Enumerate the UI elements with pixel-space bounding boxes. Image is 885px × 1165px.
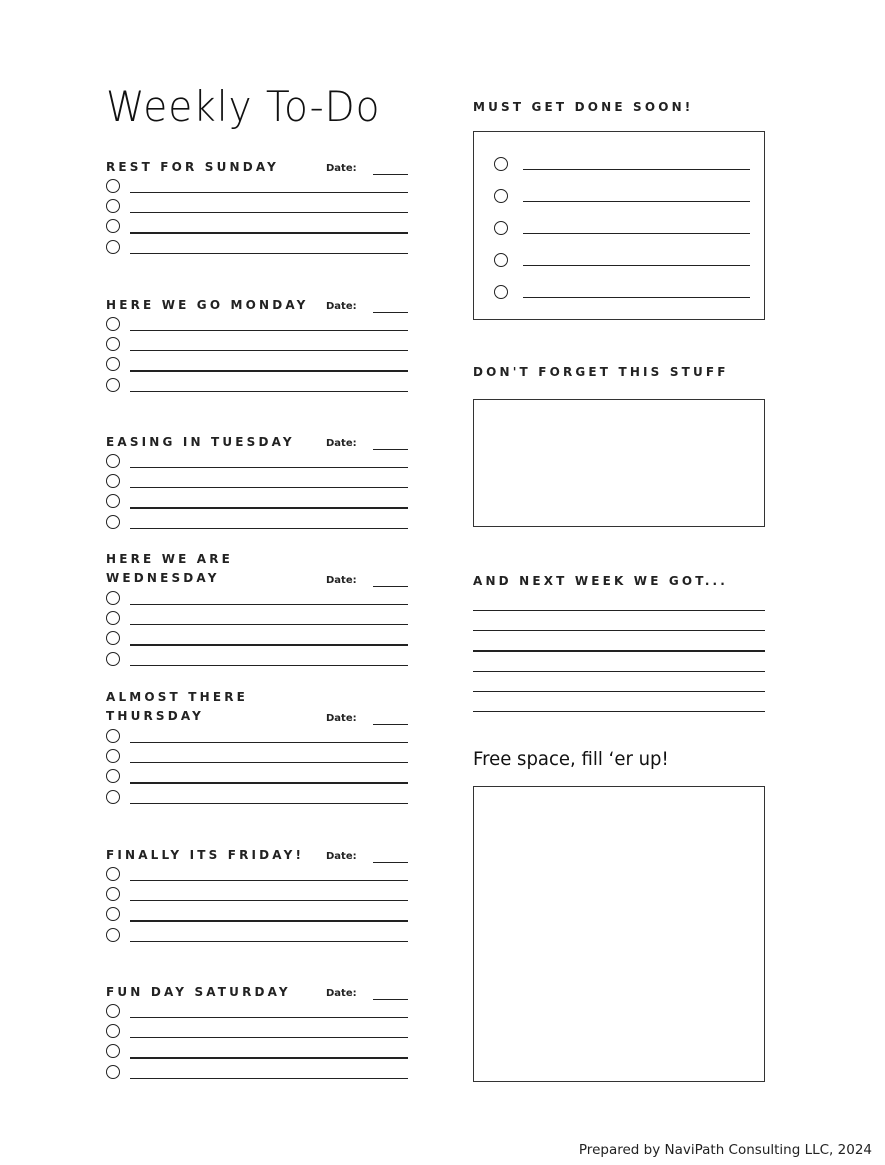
task-line[interactable] [130,232,408,233]
task-item[interactable] [106,335,408,355]
task-line[interactable] [523,169,750,170]
date-label: Date: [326,988,357,999]
checkbox-circle[interactable] [106,867,120,881]
checkbox-circle[interactable] [106,631,120,645]
checkbox-circle[interactable] [106,515,120,529]
task-item[interactable] [106,727,408,747]
free-space-box[interactable] [473,786,765,1082]
day-section-monday [106,295,408,396]
checkbox-circle[interactable] [106,378,120,392]
checkbox-circle[interactable] [106,928,120,942]
dont-forget-title: DON'T FORGET THIS STUFF [473,364,729,379]
checkbox-circle[interactable] [106,337,120,351]
task-item[interactable] [106,1002,408,1022]
must-task-item[interactable] [494,189,750,205]
task-item[interactable] [106,492,408,512]
date-label: Date: [326,575,357,586]
task-line[interactable] [130,1017,408,1018]
date-field[interactable] [326,438,408,452]
task-line[interactable] [130,880,408,881]
task-item[interactable] [106,376,408,396]
task-line[interactable] [130,192,408,193]
task-line[interactable] [130,330,408,331]
task-item[interactable] [106,589,408,609]
task-item[interactable] [106,767,408,787]
day-title: FUN DAY SATURDAY [106,984,291,999]
task-item[interactable] [106,472,408,492]
date-line [373,586,408,587]
task-line[interactable] [130,644,408,645]
task-line[interactable] [523,297,750,298]
writing-line[interactable] [473,630,765,631]
task-item[interactable] [106,650,408,670]
task-line[interactable] [130,370,408,371]
day-title: HERE WE GO MONDAY [106,297,309,312]
task-item[interactable] [106,315,408,335]
day-title: ALMOST THERE THURSDAY [106,689,248,723]
date-line [373,862,408,863]
task-item[interactable] [106,926,408,946]
task-line[interactable] [523,265,750,266]
checkbox-circle[interactable] [106,1044,120,1058]
checkbox-circle[interactable] [106,199,120,213]
task-line[interactable] [523,201,750,202]
task-item[interactable] [106,865,408,885]
checkbox-circle[interactable] [106,611,120,625]
task-item[interactable] [106,355,408,375]
day-section-tuesday [106,432,408,533]
checkbox-circle[interactable] [494,253,508,267]
task-line[interactable] [130,350,408,351]
checkbox-circle[interactable] [106,474,120,488]
task-line[interactable] [130,665,408,666]
day-title: REST FOR SUNDAY [106,159,280,174]
checkbox-circle[interactable] [494,157,508,171]
task-item[interactable] [106,177,408,197]
checkbox-circle[interactable] [106,1065,120,1079]
date-line [373,449,408,450]
task-item[interactable] [106,609,408,629]
task-line[interactable] [130,1078,408,1079]
task-item[interactable] [106,629,408,649]
next-week-lines [473,610,765,731]
task-item[interactable] [106,747,408,767]
task-line[interactable] [130,900,408,901]
date-line [373,999,408,1000]
checkbox-circle[interactable] [106,1024,120,1038]
task-line[interactable] [130,803,408,804]
writing-line[interactable] [473,691,765,692]
checkbox-circle[interactable] [106,652,120,666]
checkbox-circle[interactable] [106,494,120,508]
task-item[interactable] [106,238,408,258]
task-line[interactable] [130,920,408,921]
footer-credit: Prepared by NaviPath Consulting LLC, 2024 [578,1142,872,1158]
day-title: EASING IN TUESDAY [106,434,295,449]
checkbox-circle[interactable] [106,729,120,743]
date-label: Date: [326,851,357,862]
must-task-item[interactable] [494,221,750,237]
task-item[interactable] [106,197,408,217]
writing-line[interactable] [473,650,765,651]
task-line[interactable] [130,391,408,392]
date-label: Date: [326,163,357,174]
checkbox-circle[interactable] [106,219,120,233]
day-section-sunday [106,157,408,258]
date-field[interactable] [326,851,408,865]
writing-line[interactable] [473,671,765,672]
checkbox-circle[interactable] [106,907,120,921]
date-field[interactable] [326,301,408,315]
free-space-title: Free space, fill ‘er up! [473,748,669,770]
task-item[interactable] [106,1063,408,1083]
checkbox-circle[interactable] [106,769,120,783]
date-field[interactable] [326,988,408,1002]
date-field[interactable] [326,575,408,589]
task-item[interactable] [106,513,408,533]
checkbox-circle[interactable] [106,454,120,468]
task-item[interactable] [106,1042,408,1062]
date-line [373,724,408,725]
page-title: Weekly To-Do [106,82,381,131]
date-label: Date: [326,713,357,724]
date-field[interactable] [326,163,408,177]
day-section-saturday [106,982,408,1083]
checkbox-circle[interactable] [106,357,120,371]
writing-line[interactable] [473,610,765,611]
must-task-item[interactable] [494,285,750,301]
checkbox-circle[interactable] [494,189,508,203]
task-item[interactable] [106,452,408,472]
day-title: HERE WE ARE WEDNESDAY [106,551,234,585]
task-line[interactable] [130,212,408,213]
must-get-done-title: MUST GET DONE SOON! [473,99,694,114]
date-label: Date: [326,438,357,449]
checkbox-circle[interactable] [106,179,120,193]
day-title: FINALLY ITS FRIDAY! [106,847,305,862]
checkbox-circle[interactable] [106,1004,120,1018]
must-get-done-box [473,131,765,320]
day-section-wednesday [106,549,408,670]
task-item[interactable] [106,1022,408,1042]
task-line[interactable] [523,233,750,234]
task-line[interactable] [130,528,408,529]
must-task-item[interactable] [494,253,750,269]
checkbox-circle[interactable] [494,285,508,299]
task-line[interactable] [130,253,408,254]
task-item[interactable] [106,217,408,237]
checkbox-circle[interactable] [106,317,120,331]
checkbox-circle[interactable] [494,221,508,235]
task-line[interactable] [130,624,408,625]
date-label: Date: [326,301,357,312]
task-line[interactable] [130,742,408,743]
checkbox-circle[interactable] [106,240,120,254]
dont-forget-box[interactable] [473,399,765,527]
next-week-title: AND NEXT WEEK WE GOT... [473,573,728,588]
task-line[interactable] [130,782,408,783]
task-line[interactable] [130,1057,408,1058]
writing-line[interactable] [473,711,765,712]
task-line[interactable] [130,507,408,508]
task-line[interactable] [130,487,408,488]
checkbox-circle[interactable] [106,790,120,804]
date-field[interactable] [326,713,408,727]
task-item[interactable] [106,788,408,808]
task-item[interactable] [106,905,408,925]
date-line [373,312,408,313]
task-line[interactable] [130,467,408,468]
task-line[interactable] [130,941,408,942]
task-line[interactable] [130,604,408,605]
checkbox-circle[interactable] [106,591,120,605]
date-line [373,174,408,175]
must-task-item[interactable] [494,157,750,173]
day-section-friday [106,845,408,946]
checkbox-circle[interactable] [106,749,120,763]
task-line[interactable] [130,1037,408,1038]
day-section-thursday [106,687,408,808]
checkbox-circle[interactable] [106,887,120,901]
task-item[interactable] [106,885,408,905]
task-line[interactable] [130,762,408,763]
